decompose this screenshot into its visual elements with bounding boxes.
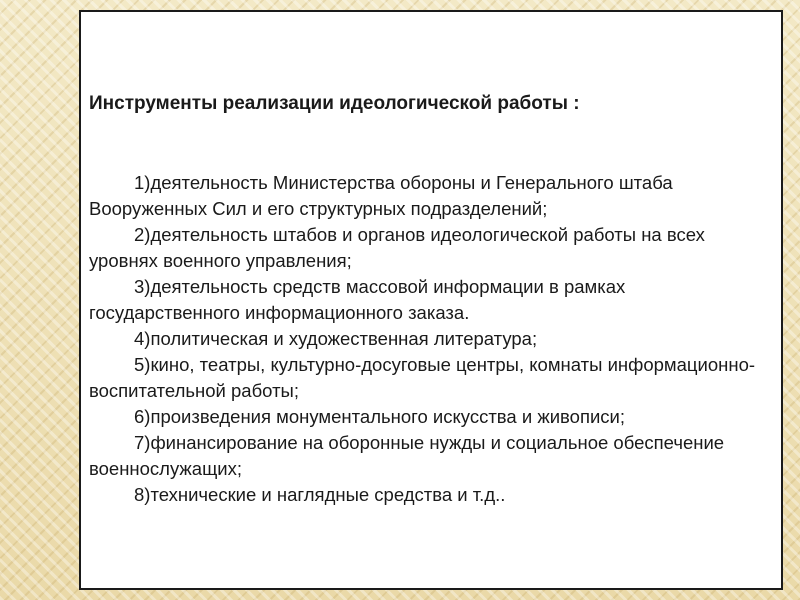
list-item: 2)деятельность штабов и органов идеологической работы на всех уровнях военного управления; bbox=[89, 224, 705, 271]
slide-card bbox=[79, 10, 783, 590]
items-list bbox=[89, 170, 771, 508]
list-item: 4)политическая и художественная литература; bbox=[134, 328, 538, 349]
list-item: 8)технические и наглядные средства и т.д.. bbox=[134, 484, 506, 505]
list-item: 5)кино, театры, культурно-досуговые центры, комнаты информационно-воспитательной работы; bbox=[89, 354, 756, 401]
list-item: 6)произведения монументального искусства и живописи; bbox=[134, 406, 626, 427]
list-item: 3)деятельность средств массовой информации в рамках государственного информационного заказа. bbox=[89, 276, 626, 323]
list-item: 1)деятельность Министерства обороны и Генерального штаба Вооруженных Сил и его структурных подразделений; bbox=[89, 172, 673, 219]
slide-title: Инструменты реализации идеологической работы : bbox=[89, 93, 580, 114]
list-item: 7)финансирование на оборонные нужды и социальное обеспечение военнослужащих; bbox=[89, 432, 725, 479]
